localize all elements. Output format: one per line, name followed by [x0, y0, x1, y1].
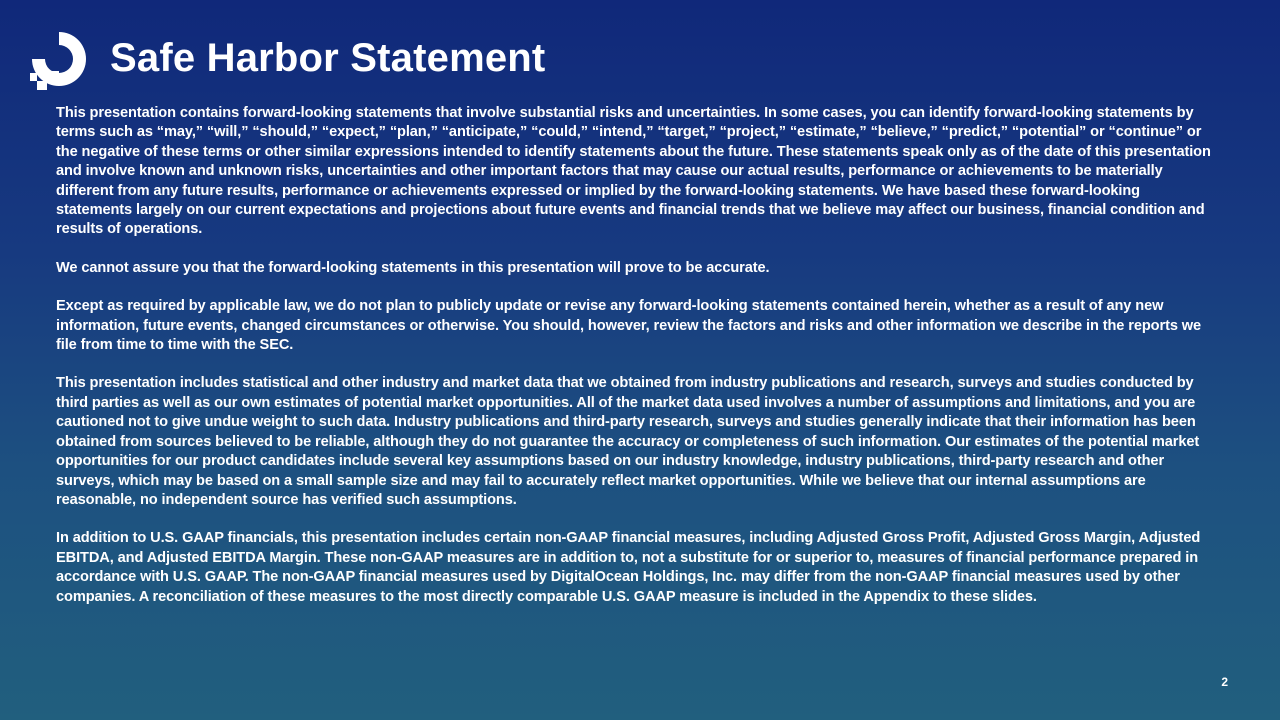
- paragraph-forward-looking: This presentation contains forward-looking statements that involve substantial risks and uncertainties. In some cases, you can identify forward-looking statements by terms such as “may,” “will,” “should,” “expect,” “plan,” “anticipate,” “could,” “intend,” “target,” “project,” “estimate,” “believe,” “predict,” “potential” or “continue” or the negative of these terms or other similar expressions intended to identify statements about the future. These statements speak only as of the date of this presentation and involve known and unknown risks, uncertainties and other important factors that may cause our actual results, performance or achievements to be materially different from any future results, performance or achievements expressed or implied by the forward-looking statements. We have based these forward-looking statements largely on our current expectations and projections about future events and financial trends that we believe may affect our business, financial condition and results of operations.: [56, 105, 1211, 238]
- digitalocean-logo-icon: [28, 28, 90, 90]
- paragraph-no-update: Except as required by applicable law, we do not plan to publicly update or revise any forward-looking statements contained herein, whether as a result of any new information, future events, changed circumstances or otherwise. You should, however, review the factors and risks and other information we describe in the reports we file from time to time with the SEC.: [56, 298, 1202, 354]
- paragraph-no-assurance: We cannot assure you that the forward-looking statements in this presentation will prove to be accurate.: [56, 259, 770, 276]
- disclaimer-body: [56, 104, 1218, 626]
- page-number: 2: [1221, 675, 1228, 689]
- slide-title: Safe Harbor Statement: [110, 36, 546, 80]
- paragraph-market-data: This presentation includes statistical and other industry and market data that we obtained from industry publications and research, surveys and studies conducted by third parties as well as our own estimates of potential market opportunities. All of the market data used involves a number of assumptions and limitations, and you are cautioned not to give undue weight to such data. Industry publications and third-party research, surveys and studies generally indicate that their information has been obtained from sources believed to be reliable, although they do not guarantee the accuracy or completeness of such information. Our estimates of the potential market opportunities for our product candidates include several key assumptions based on our industry knowledge, industry publications, third-party research and other surveys, which may be based on a small sample size and may fail to accurately reflect market opportunities. While we believe that our internal assumptions are reasonable, no independent source has verified such assumptions.: [56, 375, 1200, 508]
- paragraph-non-gaap: In addition to U.S. GAAP financials, this presentation includes certain non-GAAP financial measures, including Adjusted Gross Profit, Adjusted Gross Margin, Adjusted EBITDA, and Adjusted EBITDA Margin. These non-GAAP measures are in addition to, not a substitute for or superior to, measures of financial performance prepared in accordance with U.S. GAAP. The non-GAAP financial measures used by DigitalOcean Holdings, Inc. may differ from the non-GAAP financial measures used by other companies. A reconciliation of these measures to the most directly comparable U.S. GAAP measure is included in the Appendix to these slides.: [56, 530, 1201, 605]
